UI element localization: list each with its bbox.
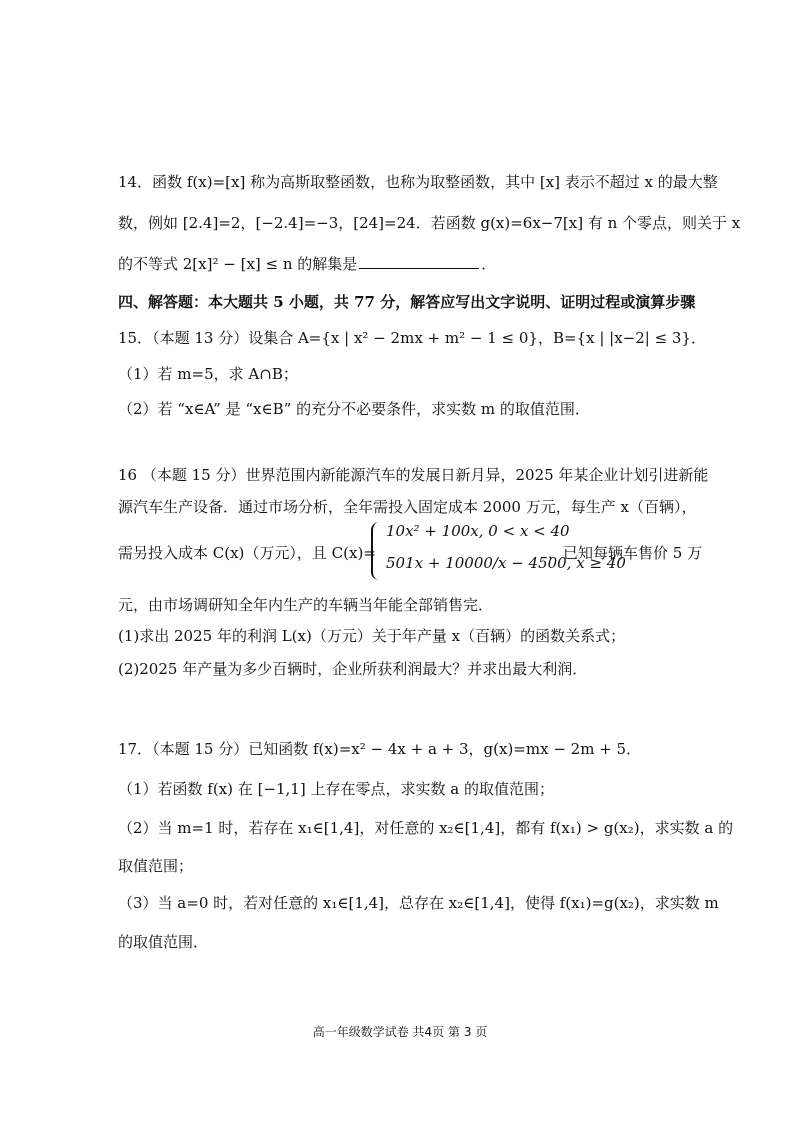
q15-part1: （1）若 m=5，求 A∩B； bbox=[118, 365, 298, 383]
q16-piecewise-line bbox=[118, 520, 758, 584]
q17-part2-line1: （2）当 m=1 时，若存在 x₁∈[1,4]，对任意的 x₂∈[1,4]，都有 f(x₁) > g(x₂)，求实数 a 的 bbox=[118, 819, 734, 837]
q14-line1: 14．函数 f(x)=[x] 称为高斯取整函数，也称为取整函数，其中 [x] 表示不超过 x 的最大整 bbox=[118, 173, 718, 191]
page-footer: 高一年级数学试卷 共4页 第 3 页 bbox=[312, 1025, 488, 1039]
q14-line3-text: 的不等式 2[x]² − [x] ≤ n 的解集是 bbox=[118, 255, 358, 273]
q17-part1: （1）若函数 f(x) 在 [−1,1] 上存在零点，求实数 a 的取值范围； bbox=[118, 780, 554, 798]
q16-line2: 源汽车生产设备．通过市场分析，全年需投入固定成本 2000 万元，每生产 x（百辆）， bbox=[118, 498, 697, 516]
q15-stem: 15．（本题 13 分）设集合 A={x | x² − 2mx + m² − 1 ≤ 0}，B={x | |x−2| ≤ 3}． bbox=[118, 329, 707, 347]
q17-stem: 17．（本题 15 分）已知函数 f(x)=x² − 4x + a + 3，g(x)=mx − 2m + 5． bbox=[118, 740, 642, 758]
piecewise-brace bbox=[371, 522, 383, 580]
q16-part2: (2)2025 年产量为多少百辆时，企业所获利润最大？并求出最大利润． bbox=[118, 660, 588, 678]
section-heading: 四、解答题：本大题共 5 小题，共 77 分，解答应写出文字说明、证明过程或演算步骤 bbox=[118, 293, 696, 311]
answer-blank bbox=[359, 254, 479, 269]
q16-cost-lead: 需另投入成本 C(x)（万元），且 C(x)= bbox=[118, 544, 376, 562]
q14-line2: 数，例如 [2.4]=2，[−2.4]=−3，[24]=24．若函数 g(x)=6x−7[x] 有 n 个零点，则关于 x bbox=[118, 214, 741, 232]
q17-part3-line2: 的取值范围． bbox=[118, 933, 209, 951]
piecewise-case-1: 10x² + 100x, 0 < x < 40 bbox=[386, 522, 570, 540]
q17-part3-line1: （3）当 a=0 时，若对任意的 x₁∈[1,4]，总存在 x₂∈[1,4]，使得 f(x₁)=g(x₂)，求实数 m bbox=[118, 894, 719, 912]
q16-part1: (1)求出 2025 年的利润 L(x)（万元）关于年产量 x（百辆）的函数关系式； bbox=[118, 627, 626, 645]
q16-line4: 元，由市场调研知全年内生产的车辆当年能全部销售完． bbox=[118, 596, 494, 614]
q14-line3-end: ． bbox=[481, 255, 497, 273]
q15-part2: （2）若 “x∈A” 是 “x∈B” 的充分不必要条件，求实数 m 的取值范围． bbox=[118, 400, 590, 418]
piecewise-case-2: 501x + 10000/x − 4500, x ≥ 40 bbox=[386, 554, 626, 572]
q16-line1: 16 （本题 15 分）世界范围内新能源汽车的发展日新月异，2025 年某企业计划引进新能 bbox=[118, 466, 709, 484]
q14-line3 bbox=[118, 254, 718, 274]
q17-part2-line2: 取值范围； bbox=[118, 857, 194, 875]
q16-price-text: ．已知每辆车售价 5 万 bbox=[548, 544, 703, 562]
